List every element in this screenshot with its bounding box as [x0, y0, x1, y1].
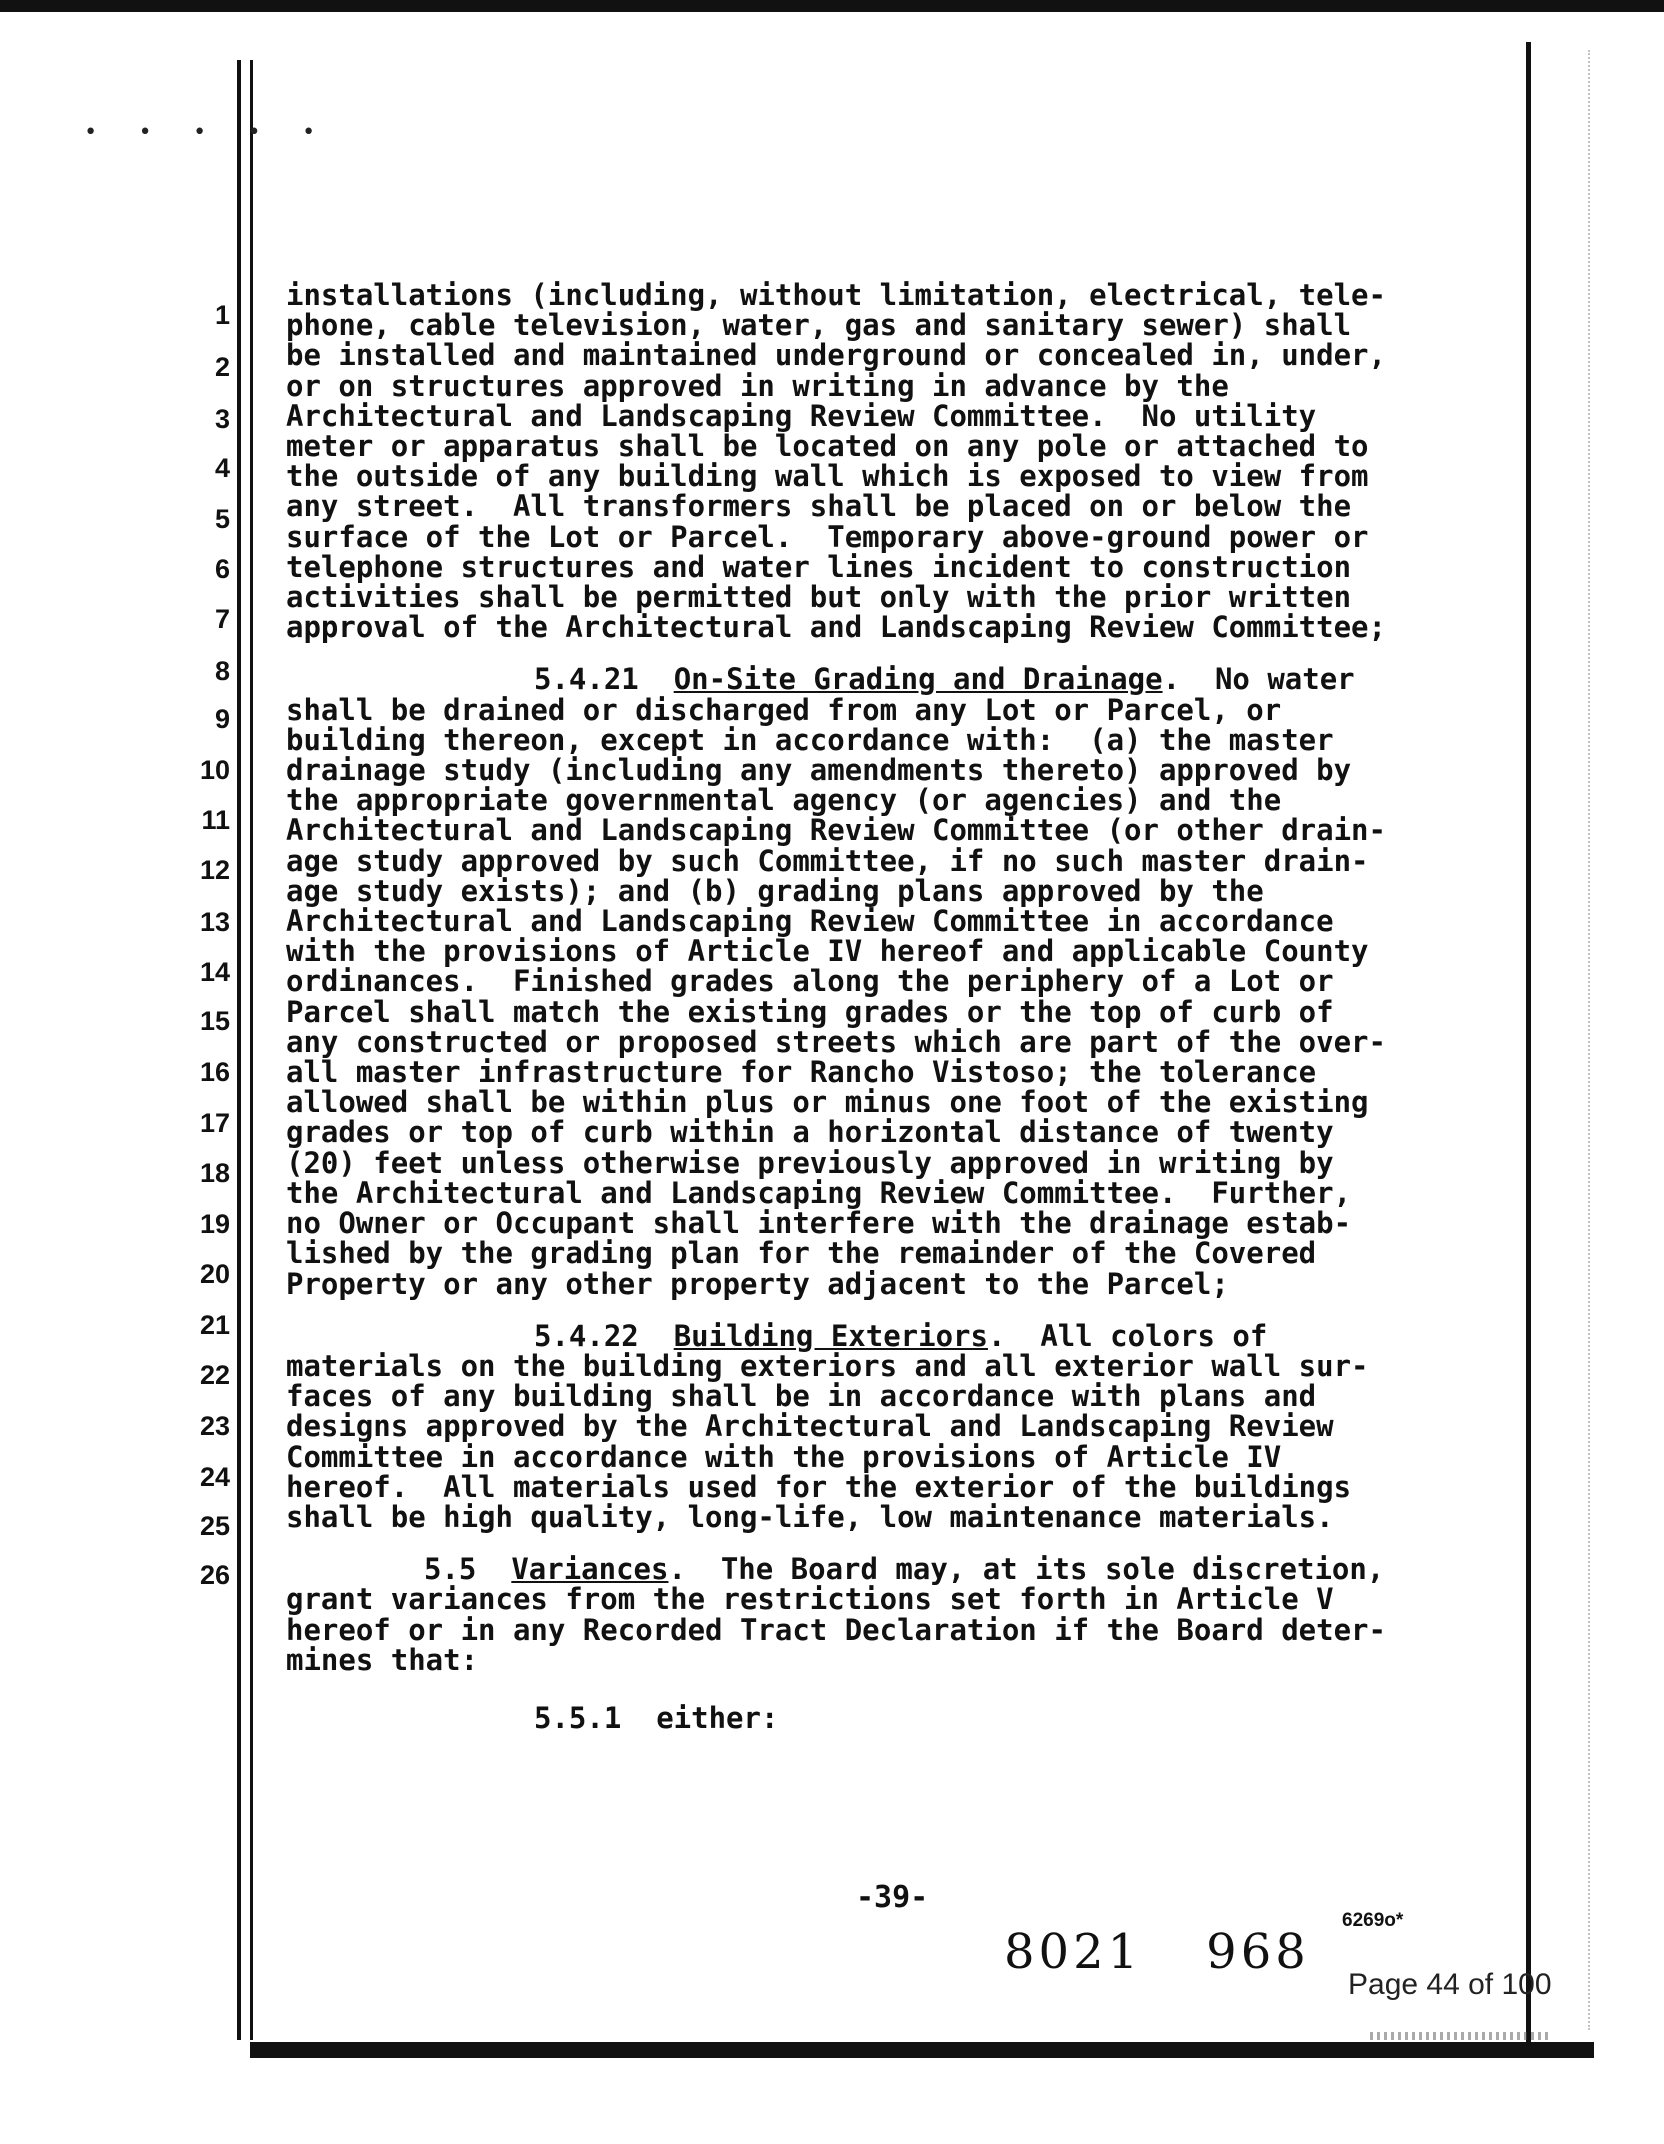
text-line: hereof. All materials used for the exterior of the buildings	[286, 1469, 1352, 1504]
recording-stamp	[1004, 1924, 1374, 1980]
text-line: Architectural and Landscaping Review Committee (or other drain-	[286, 813, 1386, 848]
line-number: 17	[199, 1108, 230, 1138]
line-number: 16	[199, 1057, 230, 1087]
paragraph-utilities	[286, 278, 1466, 645]
line-number: 11	[201, 805, 230, 835]
line-number: 14	[199, 957, 230, 987]
text-line: ordinances. Finished grades along the periphery of a Lot or	[286, 964, 1334, 999]
text-line: surface of the Lot or Parcel. Temporary above-ground power or	[286, 519, 1369, 554]
text-line: age study exists); and (b) grading plans approved by the	[286, 873, 1264, 908]
text-line: be installed and maintained underground or concealed in, under,	[286, 338, 1386, 373]
line-number: 10	[199, 755, 230, 785]
text-line: with the provisions of Article IV hereof and applicable County	[286, 934, 1369, 969]
text-line: the outside of any building wall which is exposed to view from	[286, 459, 1369, 494]
text-line: shall be drained or discharged from any Lot or Parcel, or	[286, 692, 1282, 727]
text-line: installations (including, without limitation, electrical, tele-	[286, 278, 1386, 312]
line-number: 13	[199, 907, 230, 937]
line-number: 4	[214, 453, 230, 483]
text-line: Committee in accordance with the provisions of Article IV	[286, 1439, 1282, 1474]
text-line: mines that:	[286, 1642, 479, 1677]
section-number: 5.5	[424, 1552, 477, 1587]
section-5-4-21: 5.4.21 On-Site Grading and Drainage. No water shall be drained or discharged from any Lot or Parcel, or building thereon, except in accordance with: (a) the master drainage study (including any amendments thereto) approved by the appropriate governmental agency (or agencies) and the Architectural and Landscaping Review Committee (or other drain- age study approved by such Committee, if no such master drain- age study exists); and (b) grading plans approved by the Architectural and Landscaping Review Committee in accordance with the provisions of Article IV hereof and applicable County ordinances. Finished grades along the periphery of a Lot or Parcel shall match the existing grades or the top of curb of any constructed or proposed streets which are part of the over- all master infrastructure for Rancho Vistoso; the tolerance allowed shall be within plus or minus one foot of the existing grades or top of curb within a horizontal distance of twenty (20) feet unless otherwise previously approved in writing by the Architectural and Landscaping Review Committee. Further, no Owner or Occupant shall interfere with the drainage estab- lished by the grading plan for the remainder of the Covered Property or any other property adjacent to the Parcel;	[286, 664, 1466, 1298]
text-line: no Owner or Occupant shall interfere with the drainage estab-	[286, 1206, 1352, 1241]
left-margin-rule	[237, 60, 241, 2040]
text-line: materials on the building exteriors and all exterior wall sur-	[286, 1348, 1369, 1383]
text-line: telephone structures and water lines incident to construction	[286, 549, 1352, 584]
line-number: 9	[214, 704, 230, 734]
text-line: faces of any building shall be in accordance with plans and	[286, 1379, 1317, 1414]
line-number: 24	[199, 1462, 230, 1492]
text-line: designs approved by the Architectural and Landscaping Review	[286, 1409, 1334, 1444]
text-line: Architectural and Landscaping Review Committee in accordance	[286, 904, 1334, 939]
section-title: On-Site Grading and Drainage	[673, 662, 1163, 697]
line-number: 22	[199, 1360, 230, 1390]
page-count-label: Page 44 of 100	[1348, 1968, 1552, 2001]
text-line: hereof or in any Recorded Tract Declaration if the Board deter-	[286, 1612, 1386, 1647]
line-number: 6	[214, 554, 230, 584]
text-line: grades or top of curb within a horizontal distance of twenty	[286, 1115, 1334, 1150]
footer-timestamp-smudge	[1370, 2032, 1550, 2040]
text-line: age study approved by such Committee, if no such master drain-	[286, 843, 1369, 878]
text-line: allowed shall be within plus or minus one foot of the existing	[286, 1085, 1369, 1120]
line-number: 23	[199, 1411, 230, 1441]
text-line: shall be high quality, long-life, low maintenance materials.	[286, 1499, 1334, 1534]
section-5-5: 5.5 Variances. The Board may, at its sole discretion, grant variances from the restrictions set forth in Article V hereof or in any Recorded Tract Declaration if the Board deter- mines that:	[286, 1554, 1466, 1675]
line-number: 5	[214, 504, 230, 534]
section-number: 5.4.21	[534, 662, 639, 697]
document-code: 6269o*	[1342, 1910, 1404, 1931]
text-line: lished by the grading plan for the remainder of the Covered	[286, 1236, 1317, 1271]
line-number: 2	[214, 352, 230, 382]
right-margin-rule	[1526, 42, 1531, 2042]
scan-dots: • • • • •	[84, 120, 330, 145]
line-number: 19	[199, 1209, 230, 1239]
text-line: approval of the Architectural and Landscaping Review Committee;	[286, 610, 1386, 645]
section-5-5-1: 5.5.1 either:	[534, 1700, 779, 1735]
document-body	[286, 280, 1466, 1733]
text-line: Property or any other property adjacent to the Parcel;	[286, 1266, 1229, 1301]
stamp-page: 968	[1206, 1924, 1310, 1980]
text-line: grant variances from the restrictions set forth in Article V	[286, 1582, 1334, 1617]
line-number: 3	[214, 404, 230, 434]
line-number: 8	[214, 656, 230, 686]
line-number: 18	[199, 1158, 230, 1188]
text-line: (20) feet unless otherwise previously approved in writing by	[286, 1145, 1334, 1180]
text-line: all master infrastructure for Rancho Vistoso; the tolerance	[286, 1055, 1317, 1090]
line-number: 20	[199, 1259, 230, 1289]
section-title: Variances	[511, 1552, 669, 1587]
line-number: 1	[214, 300, 230, 330]
stamp-book: 8021	[1004, 1924, 1143, 1980]
section-title: Building Exteriors	[673, 1318, 988, 1353]
line-number: 12	[199, 855, 230, 885]
text-line: Parcel shall match the existing grades or the top of curb of	[286, 994, 1334, 1029]
section-5-4-22: 5.4.22 Building Exteriors. All colors of materials on the building exteriors and all exterior wall sur- faces of any building shall be in accordance with plans and designs approved by the Architectural and Landscaping Review Committee in accordance with the provisions of Article IV hereof. All materials used for the exterior of the buildings shall be high quality, long-life, low maintenance materials.	[286, 1321, 1466, 1532]
text-line: building thereon, except in accordance with: (a) the master	[286, 722, 1334, 757]
text-line: activities shall be permitted but only with the prior written	[286, 580, 1352, 615]
line-number: 7	[214, 604, 230, 634]
page-number: -39-	[856, 1880, 929, 1915]
text-line: the appropriate governmental agency (or agencies) and the	[286, 783, 1282, 818]
text-line: meter or apparatus shall be located on any pole or attached to	[286, 429, 1369, 464]
text-line: any constructed or proposed streets which are part of the over-	[286, 1024, 1386, 1059]
text-line: or on structures approved in writing in advance by the	[286, 368, 1229, 403]
left-margin-rule-inner	[250, 60, 253, 2040]
line-number: 26	[199, 1560, 230, 1590]
section-number: 5.4.22	[534, 1318, 639, 1353]
line-number: 15	[199, 1006, 230, 1036]
bottom-scan-border	[250, 2042, 1594, 2058]
text-line: Architectural and Landscaping Review Committee. No utility	[286, 398, 1317, 433]
line-number: 21	[199, 1310, 230, 1340]
top-scan-border	[0, 0, 1664, 12]
text-line: the Architectural and Landscaping Review Committee. Further,	[286, 1175, 1352, 1210]
scan-edge-specks	[1588, 50, 1600, 2030]
text-line: drainage study (including any amendments thereto) approved by	[286, 753, 1352, 788]
text-line: any street. All transformers shall be placed on or below the	[286, 489, 1352, 524]
line-number: 25	[199, 1511, 230, 1541]
text-line: phone, cable television, water, gas and sanitary sewer) shall	[286, 308, 1352, 343]
